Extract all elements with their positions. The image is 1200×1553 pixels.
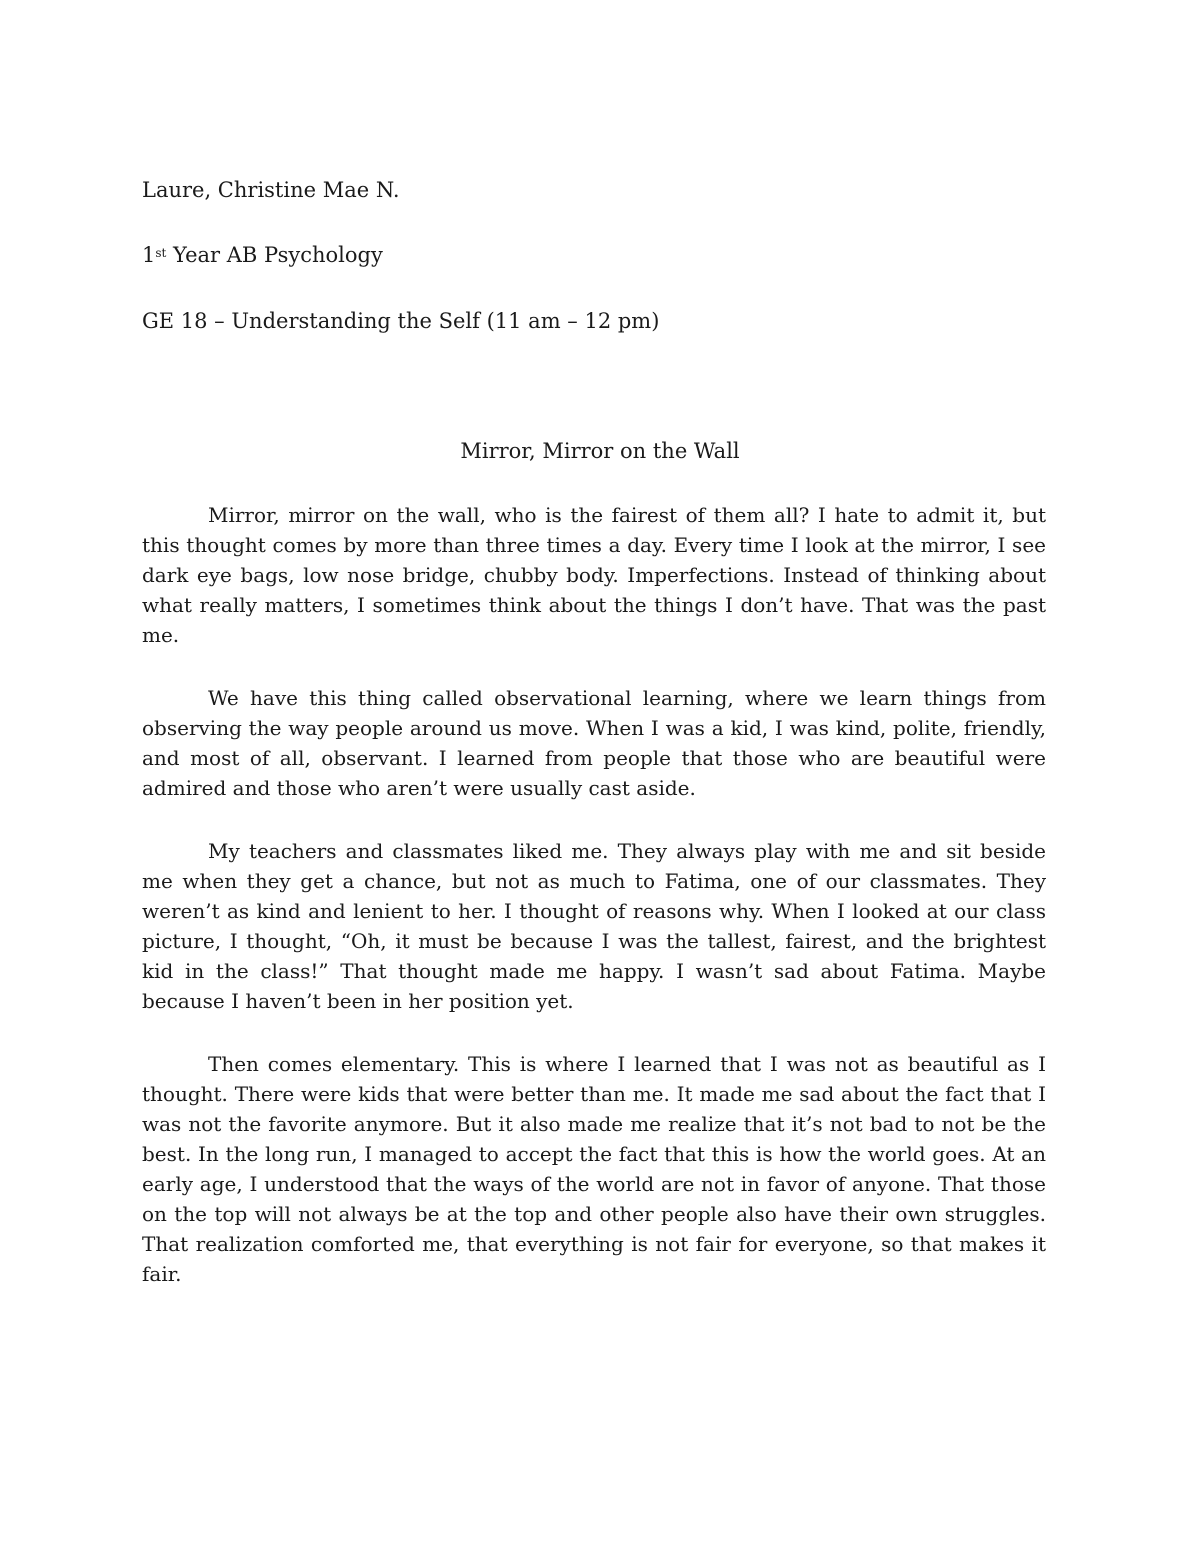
- paragraph-1: Mirror, mirror on the wall, who is the fairest of them all? I hate to admit it, but this thought comes by more than three times a day. Every time I look at the mirror, I see dark eye bags, low nose bridge, chubby body. Imperfections. Instead of thinking about what really matters, I sometimes think about the things I don’t have. That was the past me.: [142, 503, 1046, 647]
- year-ordinal-suffix: st: [155, 246, 167, 260]
- year-ordinal: 1: [142, 243, 156, 267]
- year-program: Year AB Psychology: [166, 243, 383, 267]
- essay-title: Mirror, Mirror on the Wall: [460, 439, 740, 463]
- author-name: Laure, Christine Mae N.: [142, 178, 400, 202]
- course-line: GE 18 – Understanding the Self (11 am – 12 pm): [142, 309, 660, 333]
- paragraph-3: My teachers and classmates liked me. They always play with me and sit beside me when they get a chance, but not as much to Fatima, one of our classmates. They weren’t as kind and lenient to her. I thought of reasons why. When I looked at our class picture, I thought, “Oh, it must be because I was the tallest, fairest, and the brightest kid in the class!” That thought made me happy. I wasn’t sad about Fatima. Maybe because I haven’t been in her position yet.: [142, 839, 1046, 1013]
- paragraph-4: Then comes elementary. This is where I learned that I was not as beautiful as I thought. There were kids that were better than me. It made me sad about the fact that I was not the favorite anymore. But it also made me realize that it’s not bad to not be the best. In the long run, I managed to accept the fact that this is how the world goes. At an early age, I understood that the ways of the world are not in favor of anyone. That those on the top will not always be at the top and other people also have their own struggles. That realization comforted me, that everything is not fair for everyone, so that makes it fair.: [142, 1052, 1046, 1286]
- paragraph-2: We have this thing called observational learning, where we learn things from observing the way people around us move. When I was a kid, I was kind, polite, friendly, and most of all, observant. I learned from people that those who are beautiful were admired and those who aren’t were usually cast aside.: [142, 686, 1046, 800]
- essay-body: [142, 500, 1046, 1322]
- year-level: [142, 240, 383, 270]
